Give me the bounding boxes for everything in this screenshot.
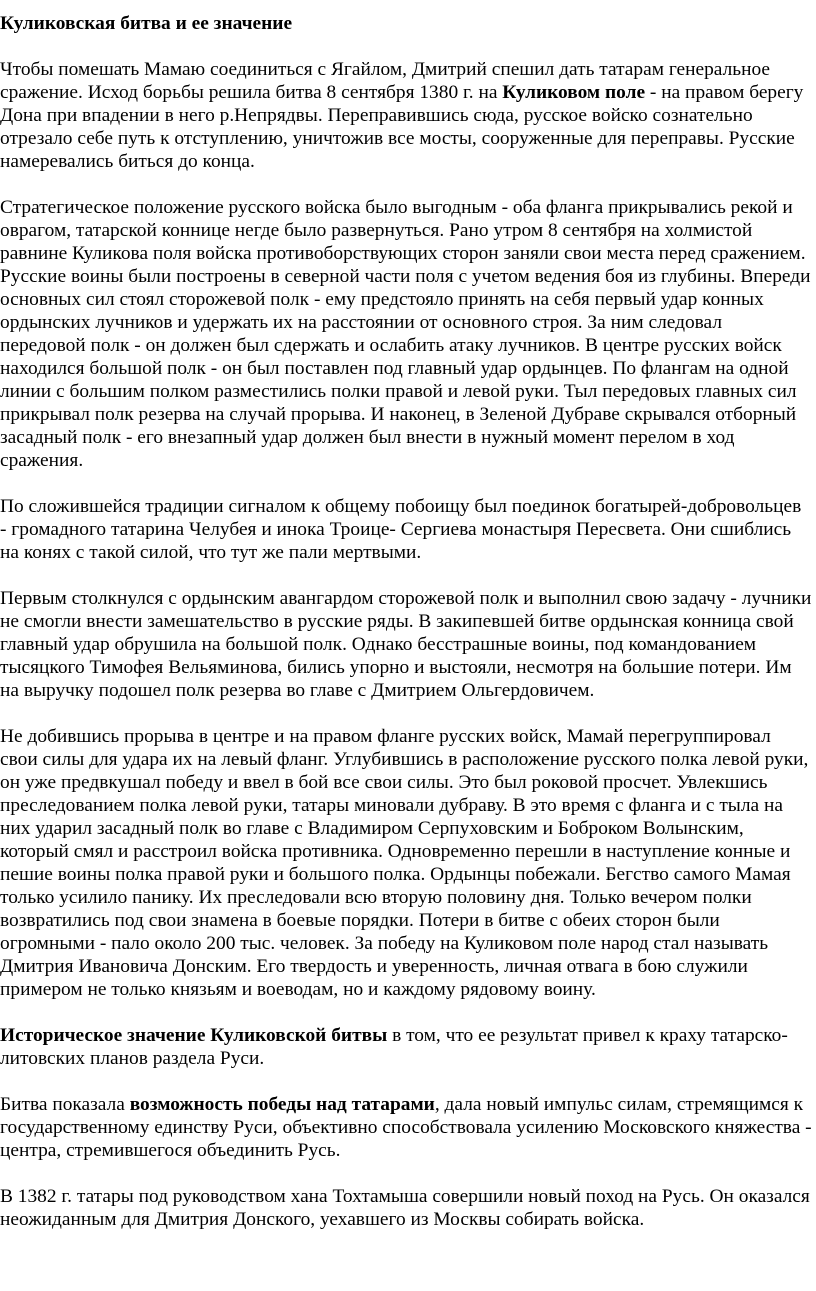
paragraph-text: - на правом берегу Дона при впадении в него р.Непрядвы. Переправившись сюда, русское войско сознательно отрезало себе путь к отступлению, уничтожив все мосты, сооруженные для переправы. Русские намеревались биться до конца. — [0, 82, 804, 172]
bold-term-kulikovo-field: Куликовом поле — [502, 82, 646, 103]
paragraph-battle-outcome: Не добившись прорыва в центре и на правом фланге русских войск, Мамай перегруппировал свои силы для удара их на левый фланг. Углубившись в расположение русского полка левой руки, он уже предвкушал победу и ввел в бой все свои силы. Это был роковой просчет. Увлекшись преследованием полка левой руки, татары миновали дубраву. В это время с фланга и с тыла на них ударил засадный полк во главе с Владимиром Серпуховским и Боброком Волынским, который смял и расстроил войска противника. Одновременно перешли в наступление конные и пешие воины полка правой руки и большого полка. Ордынцы побежали. Бегство самого Мамая только усилило панику. Их преследовали всю вторую половину дня. Только вечером полки возвратились под свои знамена в боевые порядки. Потери в битве с обеих сторон были огромными - пало около 200 тыс. человек. За победу на Куликовом поле народ стал называть Дмитрия Ивановича Донским. Его твердость и уверенность, личная отвага в бою служили примером не только князьям и воеводам, но и каждому рядовому воину. — [0, 726, 809, 1000]
bold-term-historical-significance: Историческое значение Куликовской битвы — [0, 1025, 388, 1046]
paragraph-text: , дала новый импульс силам, стремящимся к государственному единству Руси, объективно способствовала усилению Московского княжества - центра, стремившегося объединить Русь. — [0, 1094, 812, 1161]
paragraph-duel: По сложившейся традиции сигналом к общему побоищу был поединок богатырей-добровольцев - громадного татарина Челубея и инока Троице- Сергиева монастыря Пересвета. Они сшиблись на конях с такой силой, что тут же пали мертвыми. — [0, 496, 802, 563]
bold-term-victory-possibility: возможность победы над татарами — [129, 1094, 435, 1115]
paragraph-first-clash: Первым столкнулся с ордынским авангардом сторожевой полк и выполнил свою задачу - лучники не смогли внести замешательство в русские ряды. В закипевшей битве ордынская конница свой главный удар обрушила на большой полк. Однако бесстрашные воины, под командованием тысяцкого Тимофея Вельяминова, бились упорно и выстояли, несмотря на большие потери. Им на выручку подошел полк резерва во главе с Дмитрием Ольгердовичем. — [0, 588, 812, 701]
document-body — [0, 12, 812, 1254]
paragraph-text: Битва показала — [0, 1094, 130, 1115]
paragraph-strategic-position: Стратегическое положение русского войска было выгодным - оба фланга прикрывались рекой и оврагом, татарской коннице негде было развернуться. Рано утром 8 сентября на холмистой равнине Куликова поля войска противоборствующих сторон заняли свои места перед сражением. Русские воины были построены в северной части поля с учетом ведения боя из глубины. Впереди основных сил стоял сторожевой полк - ему предстояло принять на себя первый удар конных ордынских лучников и удержать их на расстоянии от основного строя. За ним следовал передовой полк - он должен был сдержать и ослабить атаку лучников. В центре русских войск находился большой полк - он был поставлен под главный удар ордынцев. По флангам на одной линии с большим полком разместились полки правой и левой руки. Тыл передовых главных сил прикрывал полк резерва на случай прорыва. И наконец, в Зеленой Дубраве скрывался отборный засадный полк - его внезапный удар должен был внести в нужный момент перелом в ход сражения. — [0, 197, 811, 471]
paragraph-battle-intro — [0, 58, 812, 173]
paragraph-historical-significance — [0, 1024, 812, 1070]
paragraph-victory-possibility — [0, 1093, 812, 1162]
document-title: Куликовская битва и ее значение — [0, 13, 293, 34]
paragraph-text: в том, что ее результат привел к краху татарско-литовских планов раздела Руси. — [0, 1025, 788, 1069]
paragraph-tokhtamysh-campaign: В 1382 г. татары под руководством хана Тохтамыша совершили новый поход на Русь. Он оказался неожиданным для Дмитрия Донского, уехавшего из Москвы собирать войска. — [0, 1186, 810, 1230]
paragraph-text: Чтобы помешать Мамаю соединиться с Ягайлом, Дмитрий спешил дать татарам генеральное сражение. Исход борьбы решила битва 8 сентября 1380 г. на — [0, 59, 771, 103]
